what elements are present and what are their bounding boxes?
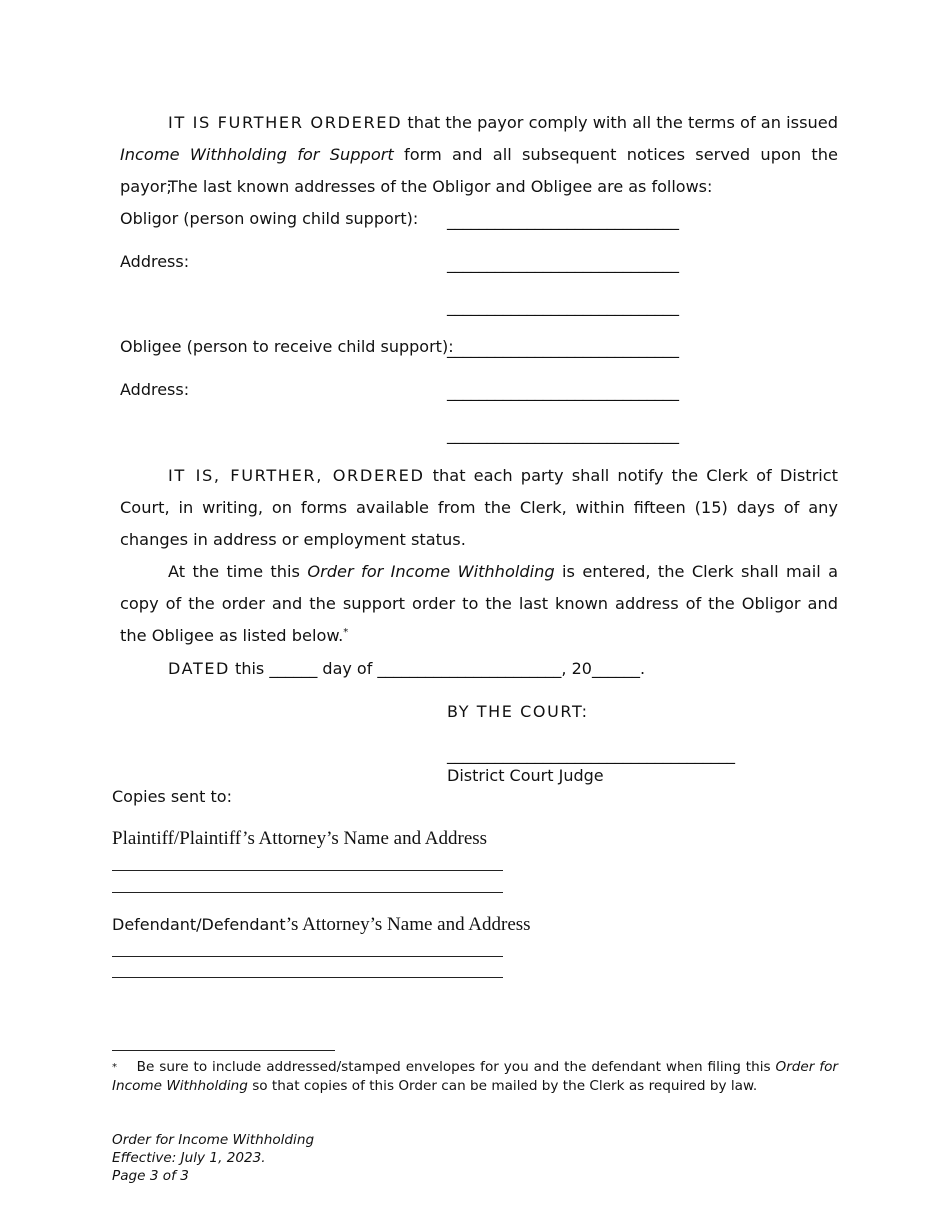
footer-effective-date: Effective: July 1, 2023. bbox=[112, 1150, 266, 1166]
further-ordered-lead: IT IS FURTHER ORDERED bbox=[168, 113, 403, 132]
judge-label: District Court Judge bbox=[447, 766, 604, 785]
footnote-separator bbox=[112, 1050, 335, 1051]
further-ordered-notify-paragraph: IT IS, FURTHER, ORDERED that each party shall notify the Clerk of District Court, in writing, on forms available from the Clerk, within fifteen (15) days of any changes in address or employment status. bbox=[120, 466, 838, 549]
copies-sent-label: Copies sent to: bbox=[112, 787, 232, 806]
order-title: Order for Income Withholding bbox=[307, 562, 555, 581]
further-ordered-payor-paragraph: IT IS FURTHER ORDERED that the payor comply with all the terms of an issued Income Withholding for Support form and all subsequent notices served upon the payor; bbox=[120, 113, 838, 196]
obligor-address-blank-1[interactable]: _____________________________ bbox=[447, 254, 679, 273]
obligor-address-label: Address: bbox=[120, 252, 190, 271]
footer-title: Order for Income Withholding bbox=[112, 1132, 315, 1148]
defendant-label: Defendant/Defendant’s Attorney’s Name and Address bbox=[112, 914, 531, 935]
plaintiff-label: Plaintiff/Plaintiff’s Attorney’s Name and Address bbox=[112, 828, 488, 849]
footnote-reference: * bbox=[343, 627, 349, 638]
plaintiff-line-1[interactable] bbox=[112, 870, 503, 871]
obligee-address-blank-2[interactable]: _____________________________ bbox=[447, 425, 679, 444]
dated-line: DATED this ______ day of _______________________, 20______. bbox=[168, 659, 646, 678]
plaintiff-line-2[interactable] bbox=[112, 892, 503, 893]
obligee-address-blank-1[interactable]: _____________________________ bbox=[447, 382, 679, 401]
footer-page-number: Page 3 of 3 bbox=[112, 1168, 189, 1184]
footnote: * Be sure to include addressed/stamped envelopes for you and the defendant when filing this Order for Income Withholding so that copies of this Order can be mailed by the Clerk as required by law. bbox=[112, 1059, 838, 1094]
obligee-address-label: Address: bbox=[120, 380, 190, 399]
clerk-mail-paragraph: At the time this Order for Income Withholding is entered, the Clerk shall mail a copy of the order and the support order to the last known address of the Obligor and the Obligee as listed below.* bbox=[120, 562, 838, 645]
further-ordered-lead-2: IT IS, FURTHER, ORDERED bbox=[168, 466, 425, 485]
judge-signature-line[interactable]: ____________________________________ bbox=[447, 745, 735, 764]
obligor-name-blank[interactable]: _____________________________ bbox=[447, 211, 679, 230]
page-footer bbox=[112, 1131, 314, 1185]
defendant-line-1[interactable] bbox=[112, 956, 503, 957]
obligor-label: Obligor (person owing child support): bbox=[120, 209, 419, 228]
defendant-line-2[interactable] bbox=[112, 977, 503, 978]
form-name: Income Withholding for Support bbox=[120, 145, 394, 164]
addresses-intro: The last known addresses of the Obligor and Obligee are as follows: bbox=[168, 177, 713, 196]
obligor-address-blank-2[interactable]: _____________________________ bbox=[447, 297, 679, 316]
obligee-label: Obligee (person to receive child support): bbox=[120, 337, 454, 356]
by-the-court: BY THE COURT: bbox=[447, 702, 589, 721]
obligee-name-blank[interactable]: _____________________________ bbox=[447, 339, 679, 358]
